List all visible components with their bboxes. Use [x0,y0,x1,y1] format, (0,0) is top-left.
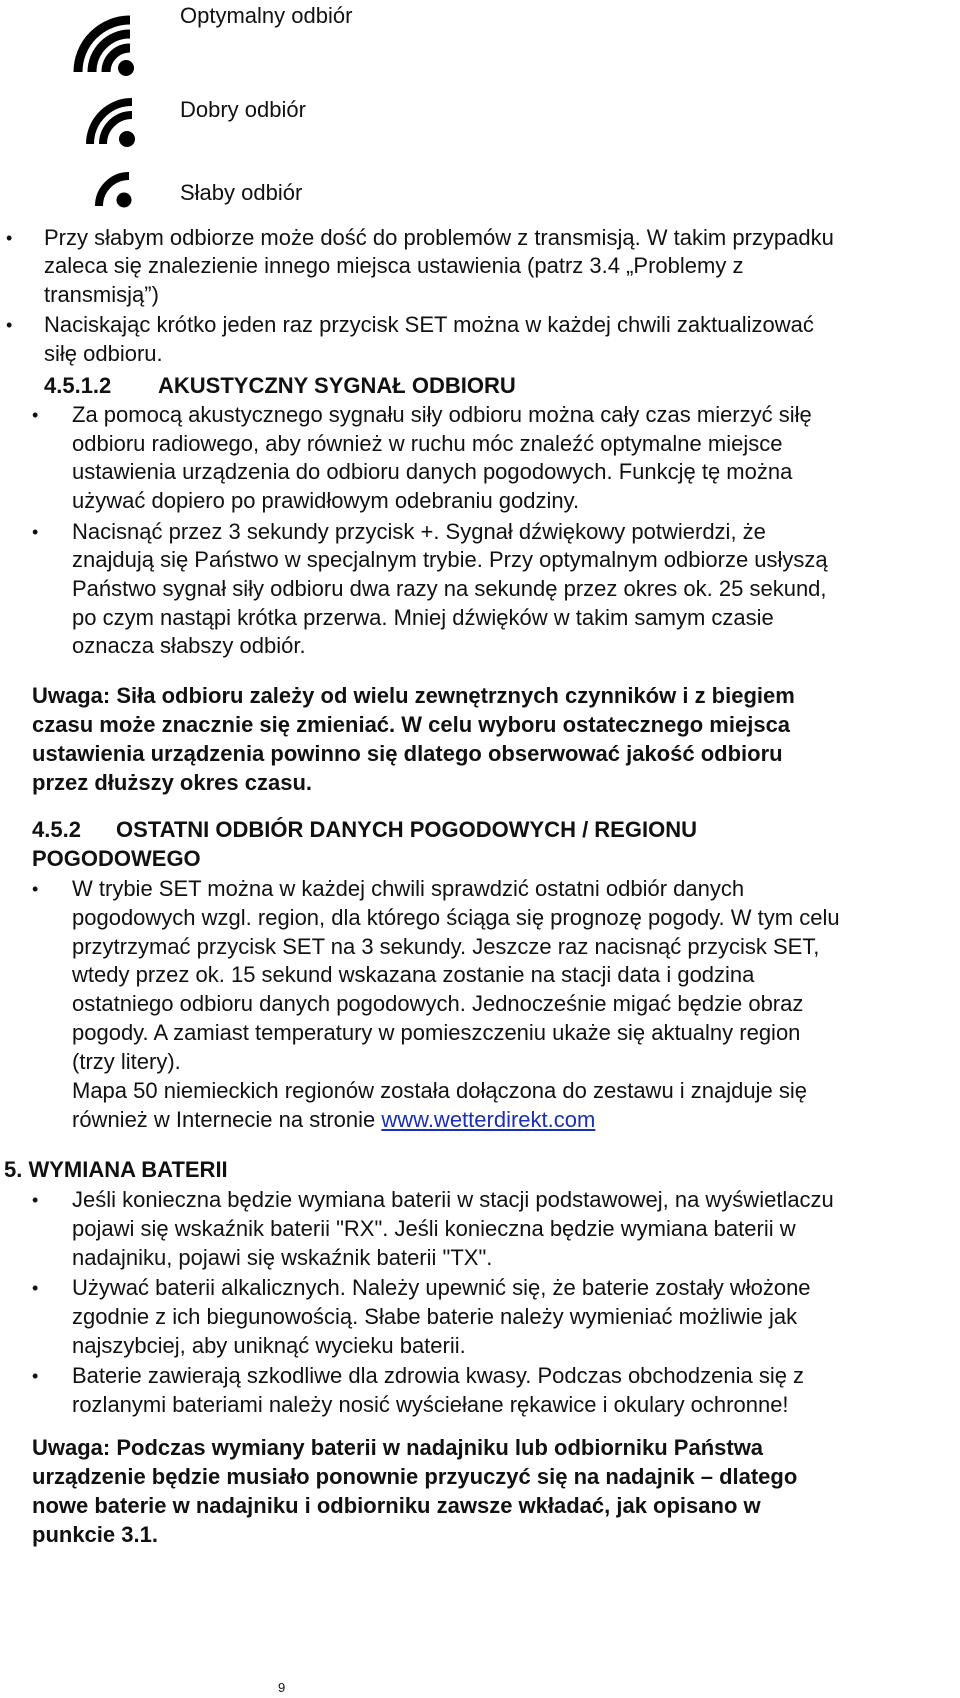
wetterdirekt-link[interactable]: www.wetterdirekt.com [381,1107,596,1132]
bullet-marker: • [6,315,13,335]
section-title-452-line-2: POGODOWEGO [32,846,201,871]
note-5-line-3: nowe baterie w nadajniku i odbiorniku zawsze wkładać, jak opisano w [32,1493,761,1518]
note-4512-line-4: przez dłuższy okres czasu. [32,770,312,795]
bullet-marker: • [6,228,13,248]
reception-bullet-2-line-2: siłę odbioru. [44,341,163,366]
note-4512-line-2: czasu może znacznie się zmieniać. W celu wyboru ostatecznego miejsca [32,712,791,737]
note-5-line-2: urządzenie będzie musiało ponownie przyuczyć się na nadajnik – dlatego [32,1464,798,1489]
bullet-marker: • [32,522,39,542]
last-reception-line-2: pogodowych wzgl. region, dla którego ściąga się prognozę pogody. W tym celu [72,905,840,930]
reception-bullet-1-line-1: Przy słabym odbiorze może dość do problemów z transmisją. W takim przypadku [44,225,834,250]
last-reception-line-1: W trybie SET można w każdej chwili sprawdzić ostatni odbiór danych [72,876,745,901]
acoustic-bullet-2-line-2: znajdują się Państwo w specjalnym trybie. Przy optymalnym odbiorze usłyszą [72,547,828,572]
last-reception-line-7: (trzy litery). [72,1049,181,1074]
battery-bullet-3-line-2: rozlanymi bateriami należy nosić wyściełane rękawice i okulary ochronne! [72,1392,789,1417]
last-reception-line-6: pogody. A zamiast temperatury w pomieszczeniu ukaże się aktualny region [72,1020,801,1045]
signal-medium-icon [84,96,136,148]
battery-bullet-2-line-3: najszybciej, aby uniknąć wycieku baterii. [72,1333,466,1358]
signal-legend-label-optimal: Optymalny odbiór [180,3,353,28]
last-reception-line-5: ostatniego odbioru danych pogodowych. Jednocześnie migać będzie obraz [72,991,804,1016]
bullet-marker: • [32,405,39,425]
reception-bullet-2-line-1: Naciskając krótko jeden raz przycisk SET można w każdej chwili zaktualizować [44,312,814,337]
section-title-5: 5. WYMIANA BATERII [4,1157,228,1182]
signal-full-icon [70,12,136,78]
signal-legend-label-good: Dobry odbiór [180,97,306,122]
note-5-line-4: punkcie 3.1. [32,1522,158,1547]
bullet-marker: • [32,1190,39,1210]
note-4512-line-1: Uwaga: Siła odbioru zależy od wielu zewnętrznych czynników i z biegiem [32,683,795,708]
map-info-line-1: Mapa 50 niemieckich regionów została dołączona do zestawu i znajduje się [72,1078,807,1103]
last-reception-line-3: przytrzymać przycisk SET na 3 sekundy. Jeszcze raz nacisnąć przycisk SET, [72,934,820,959]
acoustic-bullet-2-line-1: Nacisnąć przez 3 sekundy przycisk +. Sygnał dźwiękowy potwierdzi, że [72,519,766,544]
signal-weak-icon [94,170,134,208]
battery-bullet-3-line-1: Baterie zawierają szkodliwe dla zdrowia kwasy. Podczas obchodzenia się z [72,1363,805,1388]
section-number-452: 4.5.2 [32,817,81,842]
section-title-452: OSTATNI ODBIÓR DANYCH POGODOWYCH / REGIONU [116,817,697,842]
acoustic-bullet-1-line-3: ustawienia urządzenia do odbioru danych pogodowych. Funkcję tę można [72,459,793,484]
last-reception-line-4: wtedy przez ok. 15 sekund wskazana zostanie na stacji data i godzina [72,962,755,987]
battery-bullet-2-line-1: Używać baterii alkalicznych. Należy upewnić się, że baterie zostały włożone [72,1275,811,1300]
map-info-line-2 [72,1106,595,1135]
acoustic-bullet-2-line-5: oznacza słabszy odbiór. [72,633,306,658]
section-number-4512: 4.5.1.2 [44,373,112,398]
acoustic-bullet-2-line-3: Państwo sygnał siły odbioru dwa razy na sekundę przez okres ok. 25 sekund, [72,576,827,601]
bullet-marker: • [32,1278,39,1298]
acoustic-bullet-2-line-4: po czym nastąpi krótka przerwa. Mniej dźwięków w takim samym czasie [72,605,774,630]
note-5-line-1: Uwaga: Podczas wymiany baterii w nadajniku lub odbiorniku Państwa [32,1435,764,1460]
reception-bullet-1-line-3: transmisją”) [44,282,159,307]
acoustic-bullet-1-line-4: używać dopiero po prawidłowym odebraniu godziny. [72,488,580,513]
battery-bullet-1-line-2: pojawi się wskaźnik baterii "RX". Jeśli konieczna będzie wymiana baterii w [72,1216,796,1241]
bullet-marker: • [32,879,39,899]
battery-bullet-1-line-3: nadajniku, pojawi się wskaźnik baterii "TX". [72,1245,493,1270]
acoustic-bullet-1-line-1: Za pomocą akustycznego sygnału siły odbioru można cały czas mierzyć siłę [72,402,812,427]
battery-bullet-2-line-2: zgodnie z ich biegunowością. Słabe baterie należy wymieniać możliwie jak [72,1304,798,1329]
map-info-line-2-text: również w Internecie na stronie [72,1107,382,1132]
bullet-marker: • [32,1366,39,1386]
battery-bullet-1-line-1: Jeśli konieczna będzie wymiana baterii w stacji podstawowej, na wyświetlaczu [72,1187,834,1212]
signal-legend-label-weak: Słaby odbiór [180,180,303,205]
acoustic-bullet-1-line-2: odbioru radiowego, aby również w ruchu móc znaleźć optymalne miejsce [72,431,783,456]
note-4512-line-3: ustawienia urządzenia powinno się dlatego obserwować jakość odbioru [32,741,783,766]
section-title-4512: AKUSTYCZNY SYGNAŁ ODBIORU [158,373,516,398]
reception-bullet-1-line-2: zaleca się znalezienie innego miejsca ustawienia (patrz 3.4 „Problemy z [44,253,744,278]
page-number: 9 [278,1680,286,1695]
